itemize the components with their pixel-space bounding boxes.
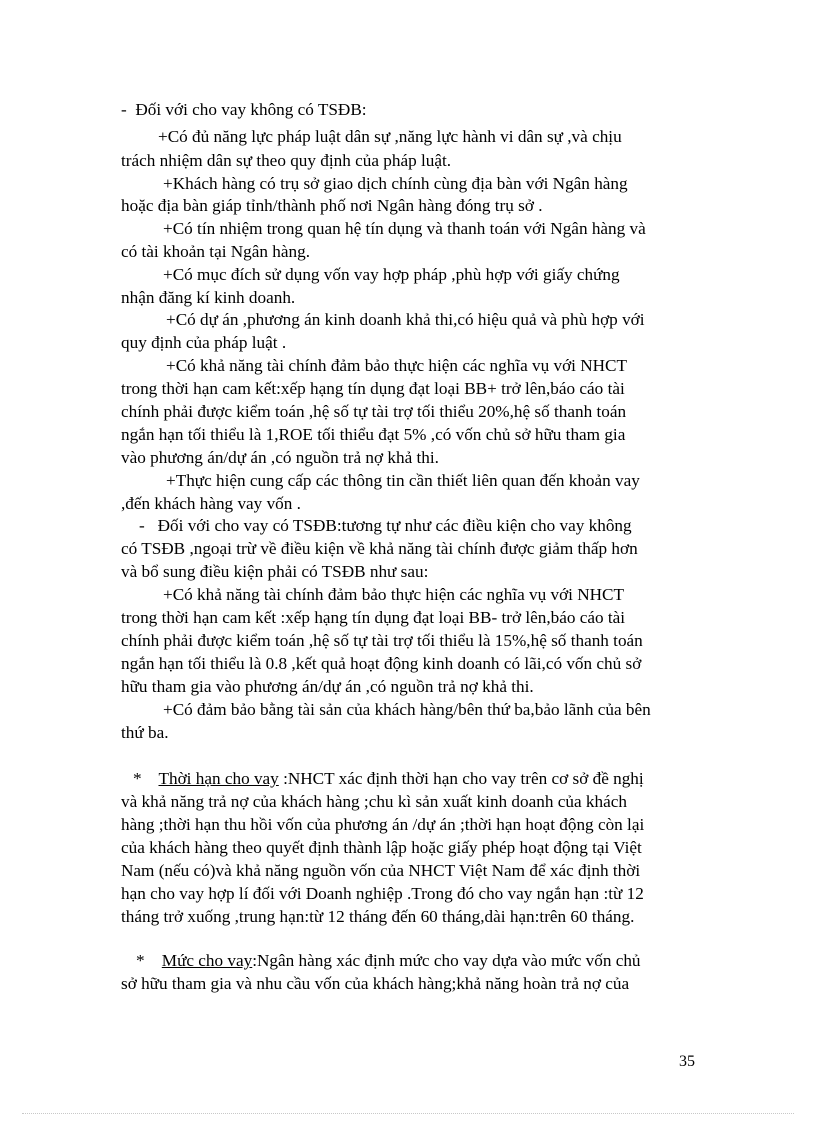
text-line: Nam (nếu có)và khả năng nguồn vốn của NHCT Việt Nam để xác định thời: [121, 861, 641, 880]
bullet-marker: *: [133, 769, 142, 788]
text-line: +Có đảm bảo bằng tài sản của khách hàng/bên thứ ba,bảo lãnh của bên: [163, 700, 651, 719]
text-line: ngắn hạn tối thiểu là 1,ROE tối thiểu đạt 5% ,có vốn chủ sở hữu tham gia: [121, 425, 626, 444]
text-line: ngắn hạn tối thiểu là 0.8 ,kết quả hoạt động kinh doanh có lãi,có vốn chủ sở: [121, 654, 642, 673]
text-line: +Có mục đích sử dụng vốn vay hợp pháp ,phù hợp với giấy chứng: [163, 265, 620, 284]
text-line: tháng trở xuống ,trung hạn:từ 12 tháng đến 60 tháng,dài hạn:trên 60 tháng.: [121, 907, 635, 926]
text-line: +Thực hiện cung cấp các thông tin cần thiết liên quan đến khoản vay: [166, 471, 640, 490]
text-line: +Có đủ năng lực pháp luật dân sự ,năng lực hành vi dân sự ,và chịu: [158, 127, 622, 146]
text-line: và bổ sung điều kiện phải có TSĐB như sau:: [121, 562, 429, 581]
text-line: của khách hàng theo quyết định thành lập hoặc giấy phép hoạt động tại Việt: [121, 838, 642, 857]
text-line: trách nhiệm dân sự theo quy định của pháp luật.: [121, 151, 452, 170]
text-line: - Đối với cho vay có TSĐB:tương tự như các điều kiện cho vay không: [139, 516, 632, 535]
text-line: nhận đăng kí kinh doanh.: [121, 288, 296, 307]
page-bottom-divider: [22, 1113, 794, 1114]
text-line: +Có dự án ,phương án kinh doanh khả thi,có hiệu quả và phù hợp với: [166, 310, 645, 329]
text-line: +Khách hàng có trụ sở giao dịch chính cùng địa bàn với Ngân hàng: [163, 174, 628, 193]
text-line: chính phải được kiểm toán ,hệ số tự tài trợ tối thiểu là 15%,hệ số thanh toán: [121, 631, 643, 650]
text-line: hoặc địa bàn giáp tỉnh/thành phố nơi Ngân hàng đóng trụ sở .: [121, 196, 543, 215]
text-line: ,đến khách hàng vay vốn .: [121, 494, 301, 513]
term-heading: Thời hạn cho vay: [158, 769, 279, 788]
text-line: +Có khả năng tài chính đảm bảo thực hiện các nghĩa vụ với NHCT: [163, 585, 625, 604]
text-line: +Có tín nhiệm trong quan hệ tín dụng và thanh toán với Ngân hàng và: [163, 219, 646, 238]
text-line: có tài khoản tại Ngân hàng.: [121, 242, 311, 261]
bullet-marker: *: [136, 951, 145, 970]
page-number: 35: [679, 1053, 695, 1070]
text-line: vào phương án/dự án ,có nguồn trả nợ khả thi.: [121, 448, 439, 467]
text-line: quy định của pháp luật .: [121, 333, 287, 352]
text-line: +Có khả năng tài chính đảm bảo thực hiện các nghĩa vụ với NHCT: [166, 356, 628, 375]
text-line: hàng ;thời hạn thu hồi vốn của phương án /dự án ;thời hạn hoạt động còn lại: [121, 815, 645, 834]
amount-heading-text: :Ngân hàng xác định mức cho vay dựa vào mức vốn chủ: [252, 951, 641, 970]
text-line: có TSĐB ,ngoại trừ về điều kiện về khả năng tài chính được giảm thấp hơn: [121, 539, 638, 558]
text-line: trong thời hạn cam kết :xếp hạng tín dụng đạt loại BB- trở lên,báo cáo tài: [121, 608, 626, 627]
text-line: sở hữu tham gia và nhu cầu vốn của khách hàng;khả năng hoàn trả nợ của: [121, 974, 630, 993]
text-line: hạn cho vay hợp lí đối với Doanh nghiệp .Trong đó cho vay ngắn hạn :từ 12: [121, 884, 644, 903]
text-line: chính phải được kiểm toán ,hệ số tự tài trợ tối thiểu 20%,hệ số thanh toán: [121, 402, 627, 421]
text-line: trong thời hạn cam kết:xếp hạng tín dụng đạt loại BB+ trở lên,báo cáo tài: [121, 379, 625, 398]
amount-section-heading-line: [136, 949, 641, 972]
term-heading-text: :NHCT xác định thời hạn cho vay trên cơ sở đề nghị: [278, 769, 644, 788]
text-line: thứ ba.: [121, 723, 169, 742]
amount-heading: Mức cho vay: [161, 951, 253, 970]
term-section-heading-line: [133, 767, 644, 790]
text-line: - Đối với cho vay không có TSĐB:: [121, 100, 367, 119]
text-line: và khả năng trả nợ của khách hàng ;chu kì sản xuất kinh doanh của khách: [121, 792, 627, 811]
text-line: hữu tham gia vào phương án/dự án ,có nguồn trả nợ khả thi.: [121, 677, 534, 696]
